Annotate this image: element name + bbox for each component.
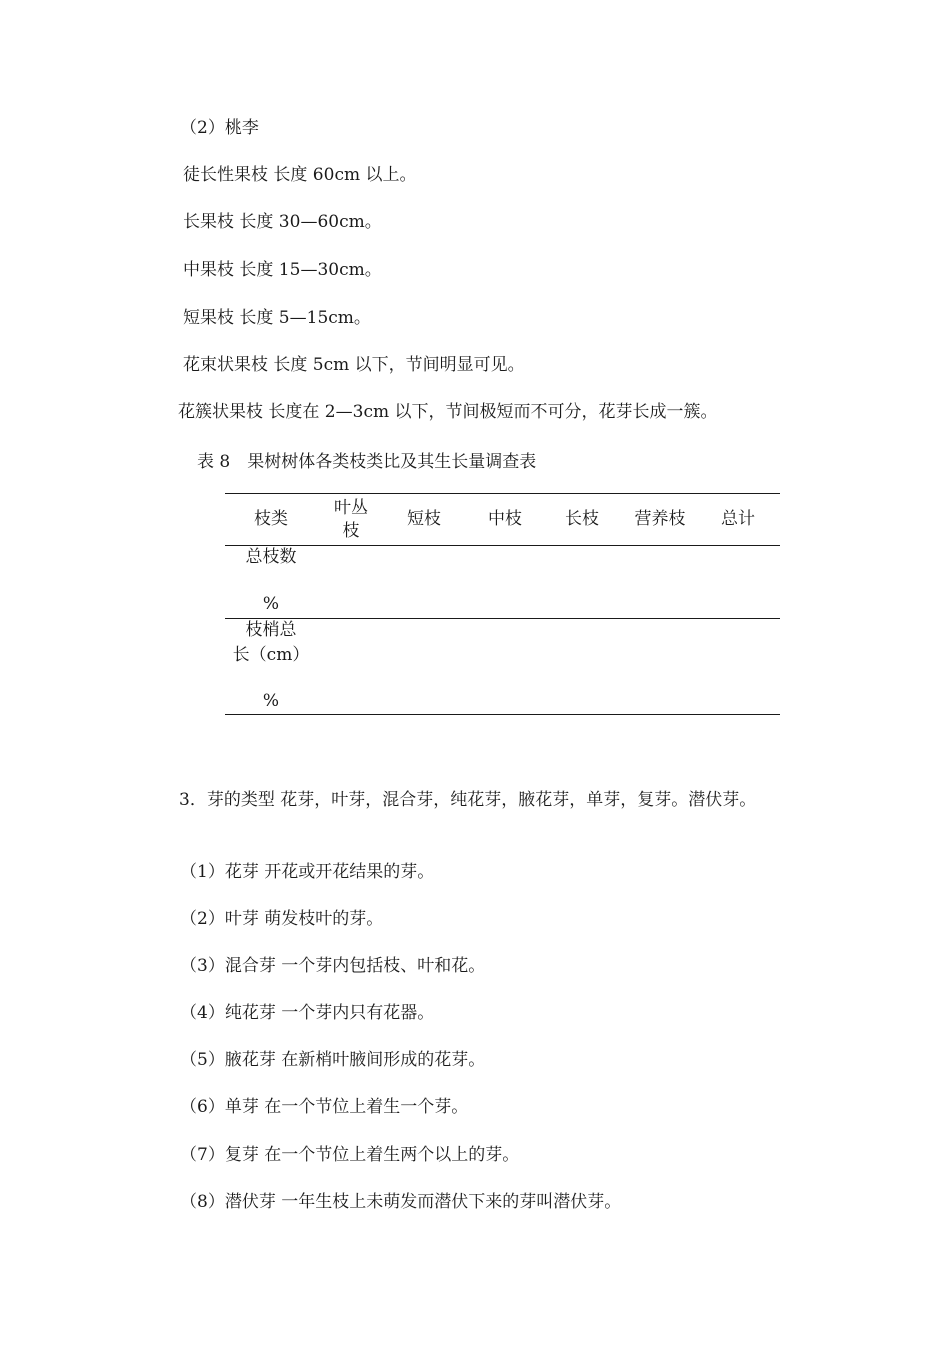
list-item: 花簇状果枝 长度在 2—3cm 以下，节间极短而不可分，花芽长成一簇。	[178, 402, 718, 422]
table-title: 表 8 果树树体各类枝类比及其生长量调查表	[197, 452, 537, 472]
row-label-count-pct: %	[262, 594, 280, 614]
table-header-rule	[225, 545, 780, 546]
row-label-length-line1: 枝梢总	[245, 620, 297, 640]
bud-types-intro-text: 3．芽的类型 花芽，叶芽，混合芽，纯花芽，腋花芽，单芽，复芽。潜伏芽。	[179, 790, 757, 810]
list-item: （7）复芽 在一个节位上着生两个以上的芽。	[180, 1145, 520, 1165]
header-medium: 中枝	[488, 509, 522, 529]
header-branch-type: 枝类	[254, 509, 288, 529]
list-item: 长果枝 长度 30—60cm。	[183, 212, 382, 232]
list-item: （6）单芽 在一个节位上着生一个芽。	[180, 1097, 469, 1117]
row-label-count: 总枝数	[245, 547, 297, 567]
list-item: 中果枝 长度 15—30cm。	[183, 260, 382, 280]
row-label-length-line2: 长（cm）	[232, 645, 310, 665]
list-item: （5）腋花芽 在新梢叶腋间形成的花芽。	[180, 1050, 486, 1070]
list-item: （4）纯花芽 一个芽内只有花器。	[180, 1003, 435, 1023]
list-item: （1）花芽 开花或开花结果的芽。	[180, 862, 435, 882]
header-long: 长枝	[565, 509, 599, 529]
header-leaf-cluster-line1: 叶丛	[334, 498, 368, 518]
header-short: 短枝	[407, 509, 441, 529]
table-top-rule	[225, 493, 780, 494]
list-item: 短果枝 长度 5—15cm。	[183, 308, 371, 328]
bud-types-intro	[145, 787, 785, 813]
list-item: （8）潜伏芽 一年生枝上未萌发而潜伏下来的芽叫潜伏芽。	[180, 1192, 622, 1212]
table-row-rule	[225, 618, 780, 619]
list-item: 花束状果枝 长度 5cm 以下，节间明显可见。	[183, 355, 525, 375]
branch-survey-table	[225, 493, 780, 716]
row-label-length-pct: %	[262, 691, 280, 711]
section-heading-peach-plum: （2）桃李	[180, 118, 259, 138]
header-leaf-cluster-line2: 枝	[342, 521, 360, 541]
list-item: （2）叶芽 萌发枝叶的芽。	[180, 909, 384, 929]
list-item: （3）混合芽 一个芽内包括枝、叶和花。	[180, 956, 486, 976]
header-total: 总计	[721, 509, 755, 529]
list-item: 徒长性果枝 长度 60cm 以上。	[183, 165, 417, 185]
header-vegetative: 营养枝	[634, 509, 686, 529]
table-bottom-rule	[225, 714, 780, 715]
